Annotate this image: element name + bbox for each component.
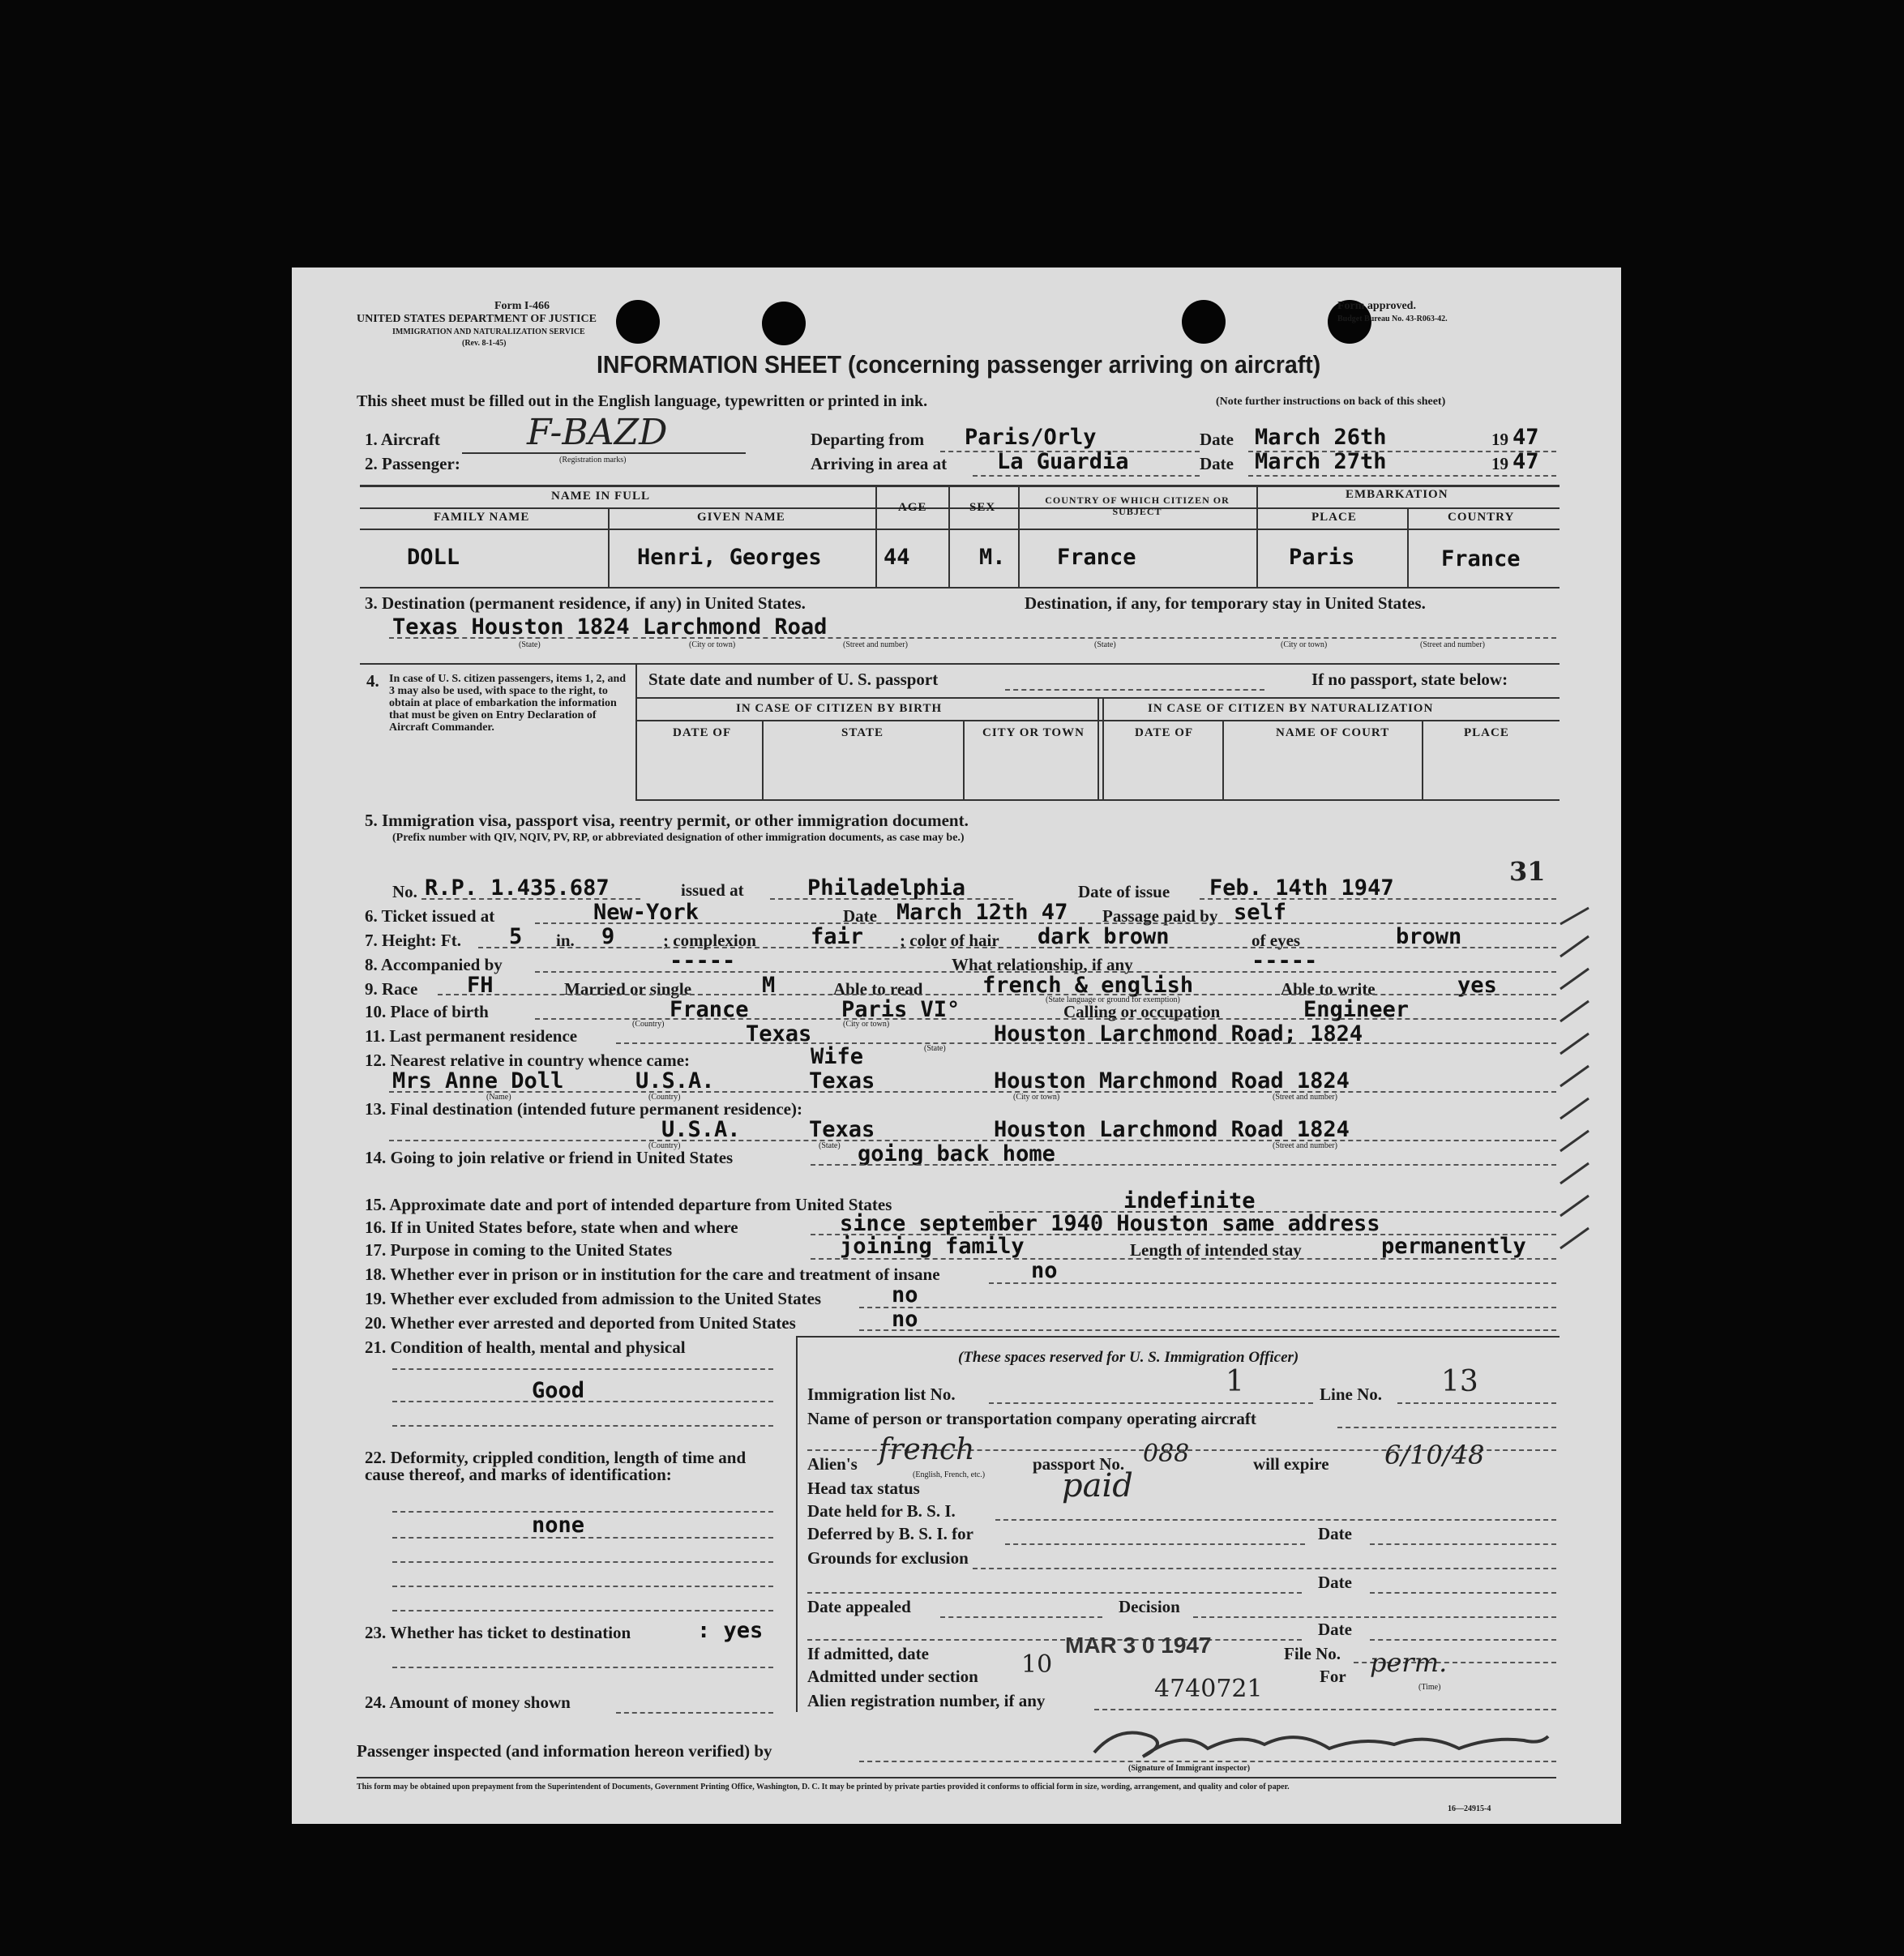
value-purpose: joining family [840,1234,1025,1259]
label-alien: Alien's [807,1454,858,1474]
value-read: french & english [982,973,1194,998]
value-birth-country: France [670,997,749,1022]
value-head-tax: paid [1062,1467,1133,1504]
label-inspected: Passenger inspected (and information hereon verified) by [357,1741,772,1761]
value-depart-date: March 26th [1255,425,1387,450]
caption-city: (City or town) [689,640,736,649]
col-name-court: NAME OF COURT [1276,726,1390,739]
value-doc-no: R.P. 1.435.687 [425,875,610,901]
value-line-no: 13 [1441,1365,1478,1398]
value-alien-lang: french [879,1433,975,1466]
margin-tick-marks [1556,892,1605,1394]
caption-country: (Country) [648,1141,681,1150]
value-passport-no: 088 [1143,1440,1190,1468]
label-in: in. [556,931,575,950]
value-race: FH [467,973,494,998]
label-us-passport: State date and number of U. S. passport [648,670,939,689]
budget-bureau: Budget Bureau No. 43-R063-42. [1337,315,1448,323]
value-relative-street: Houston Marchmond Road 1824 [994,1068,1350,1094]
label-before: 16. If in United States before, state when and where [365,1218,738,1237]
value-height-in: 9 [601,924,615,949]
value-final-street: Houston Larchmond Road 1824 [994,1117,1350,1142]
value-final-country: U.S.A. [661,1117,741,1142]
label-date-held: Date held for B. S. I. [807,1501,956,1521]
caption-street: (Street and number) [1273,1093,1337,1102]
value-emb-country: France [1441,546,1521,571]
label-money: 24. Amount of money shown [365,1693,571,1712]
value-citizen: France [1057,545,1136,570]
col-state: STATE [841,726,884,739]
label-deformity: 22. Deformity, crippled condition, length of time and cause thereof, and marks of identification: [365,1448,747,1484]
value-aircraft: F-BAZD [527,412,668,453]
label-depart-date: Date [1200,430,1234,449]
value-prison: no [1031,1258,1058,1283]
value-birth-city: Paris VI° [841,997,961,1022]
value-arrive-date: March 27th [1255,449,1387,474]
value-emb-place: Paris [1289,545,1355,570]
label-item-4: 4. [366,671,379,691]
value-occupation: Engineer [1303,997,1410,1022]
label-arrive-date: Date [1200,454,1234,473]
value-excluded: no [892,1282,918,1308]
footer-code: 16—24915-4 [1448,1804,1491,1813]
label-file-no: File No. [1284,1644,1341,1663]
department: UNITED STATES DEPARTMENT OF JUSTICE [357,313,597,325]
inspector-signature [1086,1720,1556,1769]
instructions-right: (Note further instructions on back of this sheet) [1216,396,1446,408]
value-family-name: DOLL [407,545,460,570]
service: IMMIGRATION AND NATURALIZATION SERVICE [392,327,585,336]
label-birth: 10. Place of birth [365,1002,489,1021]
value-alien-reg: 4740721 [1154,1675,1263,1703]
label-read: Able to read [833,979,923,999]
label-prison: 18. Whether ever in prison or in institution for the care and treatment of insane [365,1265,940,1284]
label-join-relative: 14. Going to join relative or friend in United States [365,1148,734,1167]
caption-street: (Street and number) [843,640,908,649]
value-depart-year: 47 [1513,425,1539,450]
value-hair: dark brown [1038,924,1170,949]
margin-number: 31 [1509,856,1546,887]
caption-name: (Name) [486,1093,511,1102]
value-final-state: Texas [809,1117,875,1142]
label-list-no: Immigration list No. [807,1385,956,1404]
label-complexion: ; complexion [663,931,756,950]
value-relative-state: Texas [809,1068,875,1094]
label-ticket-destination: 23. Whether has ticket to destination [365,1623,631,1642]
label-no: No. [392,882,417,901]
instructions-left: This sheet must be filled out in the English language, typewritten or printed in ink. [357,392,928,410]
value-age: 44 [884,545,910,570]
value-complexion: fair [811,924,864,949]
caption-lang: (English, French, etc.) [913,1470,986,1479]
form-number: Form I-466 [494,300,550,312]
value-destination: Texas Houston 1824 Larchmond Road [392,614,828,640]
value-res-street: Houston Larchmond Road; 1824 [994,1021,1363,1046]
value-relative-kind: Wife [811,1044,864,1069]
label-last-residence: 11. Last permanent residence [365,1026,578,1046]
label-deferred: Deferred by B. S. I. for [807,1524,973,1543]
col-citizen-birth: IN CASE OF CITIZEN BY BIRTH [736,702,943,715]
value-write: yes [1457,973,1497,998]
value-ticket-destination: : yes [697,1618,764,1643]
value-deported: no [892,1307,918,1332]
col-date-of-nat: DATE OF [1135,726,1194,739]
value-relationship: ----- [1252,948,1318,974]
caption-signature: (Signature of Immigrant inspector) [1128,1764,1251,1773]
punch-hole [762,302,806,345]
label-write: Able to write [1281,979,1376,999]
value-married: M [762,973,776,998]
value-expire: 6/10/48 [1384,1440,1485,1470]
col-country: COUNTRY [1448,511,1515,524]
value-accompanied: ----- [670,948,736,974]
label-appealed: Date appealed [807,1597,911,1616]
label-line-no: Line No. [1320,1385,1383,1404]
item-4-text: In case of U. S. citizen passengers, items 1, 2, and 3 may also be used, with space to the right, to obtain at place of embarkation the information that must be given on Entry Declaration of Aircraft Commander. [389,673,627,734]
caption-street: (Street and number) [1420,640,1485,649]
label-married: Married or single [564,979,692,999]
label-year: 19 [1491,430,1508,449]
value-before: since september 1940 Houston same address [840,1211,1380,1236]
value-paid-by: self [1234,900,1287,925]
value-sex: M. [979,545,1006,570]
label-purpose: 17. Purpose in coming to the United States [365,1240,673,1260]
value-departure: indefinite [1123,1188,1256,1213]
caption-city: (City or town) [843,1020,890,1029]
label-year: 19 [1491,454,1508,473]
col-name-in-full: NAME IN FULL [551,490,651,503]
col-date-of: DATE OF [673,726,732,739]
col-given-name: GIVEN NAME [697,511,785,524]
caption-country: (Country) [648,1093,681,1102]
value-list-no: 1 [1226,1365,1244,1398]
col-citizen-nat: IN CASE OF CITIZEN BY NATURALIZATION [1148,702,1434,715]
label-ticket: 6. Ticket issued at [365,906,495,926]
label-deferred-date: Date [1318,1524,1352,1543]
admission-date-stamp: MAR 3 0 1947 [1065,1633,1212,1658]
immigration-doc-note: (Prefix number with QIV, NQIV, PV, RP, or abbreviated designation of other immigration documents, as case may be.) [392,832,965,844]
label-hair: ; color of hair [900,931,999,950]
value-join-relative: going back home [858,1141,1055,1166]
value-height-ft: 5 [509,924,523,949]
caption-state: (State) [1094,640,1116,649]
label-grounds-date: Date [1318,1573,1352,1592]
col-embarkation: EMBARKATION [1346,488,1448,501]
label-section: Admitted under section [807,1667,978,1686]
label-occupation: Calling or occupation [1063,1002,1221,1021]
caption-registration: (Registration marks) [559,456,627,464]
caption-country: (Country) [632,1020,665,1029]
value-ticket-at: New-York [593,900,700,925]
label-head-tax: Head tax status [807,1479,920,1498]
value-arrive-year: 47 [1513,449,1539,474]
label-race: 9. Race [365,979,418,999]
value-section: 10 [1021,1650,1053,1679]
label-admitted-date: If admitted, date [807,1644,929,1663]
label-alien-reg: Alien registration number, if any [807,1691,1046,1710]
label-nearest-relative: 12. Nearest relative in country whence came: [365,1051,691,1070]
label-departure: 15. Approximate date and port of intended departure from United States [365,1195,892,1214]
officer-heading: (These spaces reserved for U. S. Immigration Officer) [958,1349,1299,1366]
label-relationship: What relationship, if any [952,955,1133,974]
value-given-name: Henri, Georges [637,545,822,570]
label-temp-destination: Destination, if any, for temporary stay in United States. [1025,593,1426,613]
label-issued-at: issued at [681,880,744,900]
value-arriving: La Guardia [997,449,1129,474]
col-city: CITY OR TOWN [982,726,1085,739]
punch-hole [616,300,660,344]
caption-state: (State) [924,1044,946,1053]
value-relative-country: U.S.A. [635,1068,715,1094]
caption-city: (City or town) [1013,1093,1060,1102]
caption-city: (City or town) [1281,640,1328,649]
label-paid-by: Passage paid by [1102,906,1218,926]
form-approved: Form approved. [1337,300,1416,312]
label-expire: will expire [1253,1454,1329,1474]
col-family-name: FAMILY NAME [434,511,530,524]
label-aircraft: 1. Aircraft [365,430,440,449]
value-deformity: none [532,1513,585,1538]
page-title: INFORMATION SHEET (concerning passenger arriving on aircraft) [597,350,1321,379]
label-deported: 20. Whether ever arrested and deported from United States [365,1313,796,1333]
label-height: 7. Height: Ft. [365,931,461,950]
label-accompanied: 8. Accompanied by [365,955,503,974]
col-place-nat: PLACE [1464,726,1509,739]
label-date-issue: Date of issue [1078,882,1170,901]
value-res-state: Texas [746,1021,812,1046]
label-stay: Length of intended stay [1130,1240,1302,1260]
label-ticket-date: Date [843,906,877,926]
value-eyes: brown [1396,924,1462,949]
label-grounds: Grounds for exclusion [807,1548,969,1568]
caption-language: (State language or ground for exemption) [1046,995,1180,1004]
label-destination: 3. Destination (permanent residence, if any) in United States. [365,593,806,613]
footer-text: This form may be obtained upon prepayment from the Superintendent of Documents, Government Printing Office, Washington, D. C. It may be printed by private parties provided it conforms to official form in size, wording, arrangement, and quality and color of paper. [357,1783,1290,1791]
value-issue-date: Feb. 14th 1947 [1209,875,1394,901]
col-citizen: COUNTRY OF WHICH CITIZEN OR SUBJECT [1045,494,1230,517]
caption-state: (State) [819,1141,841,1150]
label-decision: Decision [1119,1597,1180,1616]
label-arriving: Arriving in area at [811,454,948,473]
value-for: perm. [1370,1647,1448,1678]
punch-hole [1182,300,1226,344]
label-appeal-date: Date [1318,1620,1352,1639]
value-stay: permanently [1381,1234,1526,1259]
value-health: Good [532,1378,585,1403]
information-sheet [292,268,1621,1824]
label-for: For [1320,1667,1346,1686]
label-passenger: 2. Passenger: [365,454,460,473]
label-health: 21. Condition of health, mental and physical [365,1338,686,1357]
value-relative-name: Mrs Anne Doll [392,1068,564,1094]
value-ticket-date: March 12th 47 [896,900,1068,925]
label-passport-no: passport No. [1033,1454,1125,1474]
revision: (Rev. 8-1-45) [462,339,507,348]
col-place: PLACE [1311,511,1357,524]
label-operator: Name of person or transportation company operating aircraft [807,1409,1256,1428]
caption-state: (State) [519,640,541,649]
label-no-passport: If no passport, state below: [1311,670,1508,689]
value-departing: Paris/Orly [965,425,1097,450]
label-final-destination: 13. Final destination (intended future permanent residence): [365,1099,802,1119]
label-eyes: of eyes [1252,931,1301,950]
caption-street: (Street and number) [1273,1141,1337,1150]
value-issued-at: Philadelphia [807,875,966,901]
label-departing: Departing from [811,430,925,449]
col-sex: SEX [969,501,996,514]
col-age: AGE [898,501,927,514]
label-excluded: 19. Whether ever excluded from admission to the United States [365,1289,822,1308]
label-immigration-doc: 5. Immigration visa, passport visa, reentry permit, or other immigration document. [365,811,969,830]
caption-time: (Time) [1418,1683,1441,1692]
